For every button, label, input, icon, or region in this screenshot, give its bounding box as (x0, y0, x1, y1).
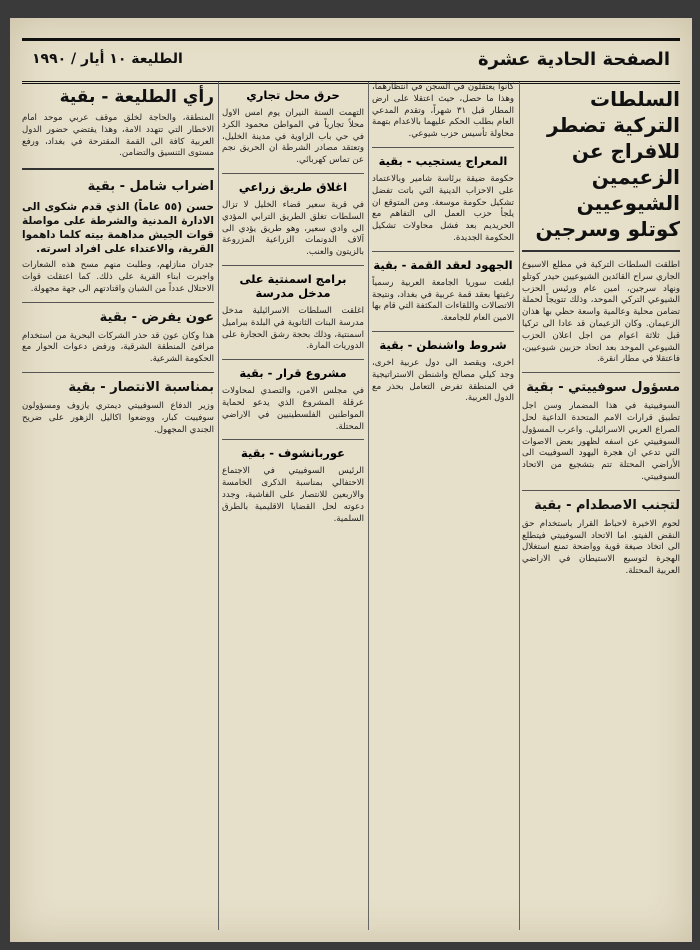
article-body: في مجلس الامن، والتصدي لمحاولات عرقلة المشروع الذي يدعو لحماية المواطنين الفلسطينيين في الاراضي المحتلة. (222, 386, 364, 432)
article-body: اغلقت السلطات الاسرائيلية مدخل مدرسة البنات الثانوية في البلدة ببراميل اسمنتية، وذلك بحجة رشق الحجارة على الدوريات المارة. (222, 305, 364, 352)
article-headline: اضراب شامل - بقية (87, 179, 214, 195)
column-1 (522, 82, 680, 934)
column-3 (222, 82, 364, 934)
article-body: لحوم الاخيرة لاحباط القرار باستخدام حق النقض الفيتو. اما الاتحاد السوفييتي فيتطلع الى اتخاذ صيغة قوية وواضحة تمنع استغلال الهجرة لتوسيع الاستيطان في الاراضي العربية المحتلة. (522, 518, 680, 576)
divider (372, 147, 514, 148)
divider (222, 173, 364, 174)
article-headline: مشروع قرار - بقية (239, 366, 347, 381)
column-rule (218, 82, 219, 930)
article-body: في قرية سعير قضاء الخليل لا تزال السلطات تغلق الطريق الترابي المؤدي الى وادي سعير، وهو طريق يؤدي الى آلاف الدونمات الزراعية المزروعة بالزيتون والعنب. (222, 199, 364, 258)
column-rule (519, 82, 520, 930)
article-headline: بمناسبة الانتصار - بقية (68, 379, 214, 395)
divider (522, 490, 680, 491)
page-header (22, 38, 680, 84)
editorial-body: المنطقة، والحاجة لخلق موقف عربي موحد امام الاخطار التي تتهدد الامة، وهذا يقتضي حضور الدول العربية كافة الى القمة المقترحة في بغداد، ورفع مستوى التنسيق والتضامن. (22, 113, 214, 159)
article-body: وزير الدفاع السوفييتي ديمتري يازوف ومسؤولون سوفييت كبار، ووضعوا اكاليل الزهور على ضريح الجندي المجهول. (22, 400, 214, 435)
lead-article-body: اطلقت السلطات التركية في مطلع الاسبوع الجاري سراح القائدين الشيوعيين حيدر كوتلو ونهاد سرجين، امين عام ورئيس الحزب الشيوعي التركي الموحد، وذلك تتويجاً لحملة تضامن محلية وعالمية واسعة حظي بها هذان الزعيمان. وكان الزعيمان قد عادا الى تركيا قبل ثلاثة اعوام من اجل اعلان الحزب الشيوعي الموحد بعد اتحاد حزبين شيوعيين، فاعتقلا في مطار انقرة. (522, 260, 680, 365)
article-headline: مسؤول سوفييتي - بقية (526, 380, 680, 396)
article-body: كانوا يعتقلون في السجن في انتظارهما، وهذا ما حصل، حيث اعتقلا على ارض المطار قبل ٣١ شهراً، وتقدم المدعي العام بطلب الحكم عليهما بالاعدام بتهمة محاولة تأسيس حزب شيوعي. (372, 82, 514, 140)
divider (222, 265, 364, 266)
article-headline: حرق محل تجاري (246, 88, 340, 102)
article-body: الرئيس السوفييتي في الاجتماع الاحتفالي بمناسبة الذكرى الخامسة والاربعين للانتصار على الفاشية، وجدد دعوته لحل القضايا الاقليمية بالطرق السلمية. (222, 466, 364, 524)
article-headline: برامج اسمنتية على مدخل مدرسة (239, 271, 347, 300)
article-body: التهمت السنة النيران يوم امس الاول محلاً تجارياً في المواطن محمود الكرد في حي باب الزاوية في مدينة الخليل، وتعتقد مصادر الشرطة ان الحريق نجم عن تماس كهربائي. (222, 108, 364, 166)
article-headline: الجهود لعقد القمة - بقية (373, 257, 513, 272)
article-headline: لتجنب الاصطدام - بقية (534, 497, 680, 513)
article-headline: عون يفرض - بقية (99, 309, 214, 325)
column-rule (368, 82, 369, 930)
article-body: جدران منازلهم، وطلبت منهم مسح هذه الشعارات واجبرت ابناء القرية على ذلك. كما اعتقلت قوات الاحتلال عدداً من الشبان واقتادتهم الى جهة مجهولة. (22, 260, 214, 294)
article-body: حكومة ضيقة برئاسة شامير وبالاعتماد على الاحزاب الدينية التي باتت تفضل تشكيل حكومة موسعة. ومن المتوقع ان يلجأ حزب العمل الى التفاهم مع الحريديم بعد فشل محاولات تشكيل الحكومة الجديدة. (372, 173, 514, 243)
divider (372, 251, 514, 252)
divider (22, 168, 214, 170)
article-body: ابلغت سوريا الجامعة العربية رسمياً رغبتها بعقد قمة عربية في بغداد، ونتيجة الاتصالات واللقاءات المكثفة التي قام بها الامين العام للجامعة. (372, 277, 514, 324)
article-body: السوفييتية في هذا المضمار وسن اجل تطبيق قرارات الامم المتحدة الداعية لحل الصراع العربي الاسرائيلي. واعرب المسؤول السوفييتي عن اسفه لظهور بعض الاصوات التي تدعي ان هجرة اليهود السوفييت الى الأراضي المحتلة تتم بتشجيع من الاتحاد السوفييتي. (522, 401, 680, 482)
divider (522, 372, 680, 373)
divider (522, 250, 680, 252)
article-headline: شروط واشنطن - بقية (379, 337, 507, 352)
article-lead: حسن (٥٥ عاماً) الذي قدم شكوى الى الادارة المدنية والشرطة على مواصلة قوات الجيش مداهمة بيته كلما داهموا القرية، والاعتداء على افراد اسرته. (22, 201, 214, 256)
divider (222, 359, 364, 360)
article-body: هذا وكان عون قد حذر الشركات البحرية من استخدام مرافئ المنطقة الشرقية، ورفض دعوات الحوار مع الحكومة الشرعية. (22, 330, 214, 365)
article-headline: المعراج يستجيب - بقية (378, 153, 508, 168)
lead-headline: السلطات التركية تضطر للافراج عن الزعيمين الشيوعيين كوتلو وسرجين (535, 87, 680, 241)
divider (22, 372, 214, 373)
editorial-headline: رأي الطليعة - بقية (59, 87, 214, 107)
page-label: الصفحة الحادية عشرة (477, 49, 670, 70)
article-headline: اغلاق طريق زراعي (238, 179, 348, 194)
article-headline: عوربانشوف - بقية (241, 446, 345, 461)
issue-date-line: الطليعة ١٠ أيار / ١٩٩٠ (32, 51, 183, 67)
column-2 (372, 82, 514, 934)
article-body: اخرى، ويقصد الى دول عربية اخرى، وجد كيلي مصالح واشنطن الاستراتيجية في المنطقة تفرض التعامل بحذر مع الدول العربية. (372, 357, 514, 404)
divider (22, 302, 214, 303)
column-4 (22, 82, 214, 934)
divider (222, 439, 364, 440)
newspaper-page (10, 18, 692, 942)
divider (372, 331, 514, 332)
